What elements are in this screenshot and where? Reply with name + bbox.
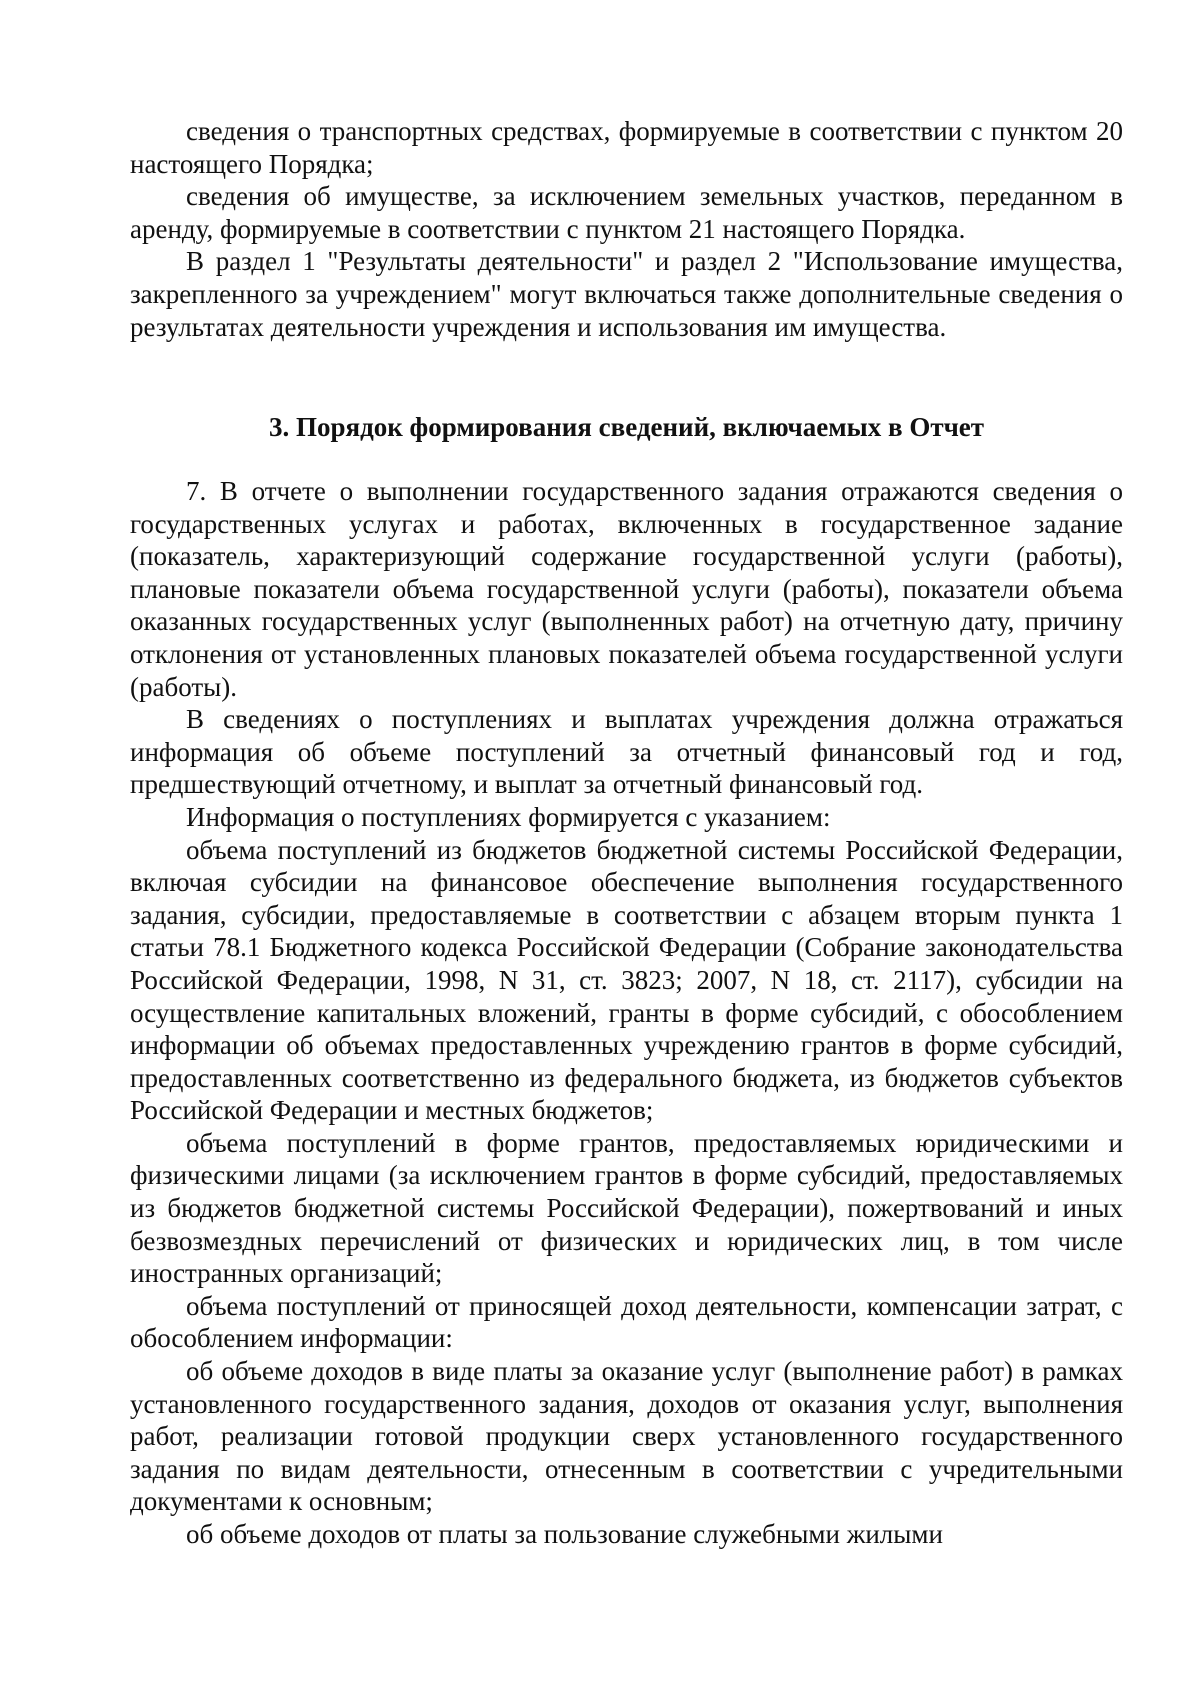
section-heading: 3. Порядок формирования сведений, включаемых в Отчет — [268, 412, 985, 442]
section-text-block — [130, 475, 1123, 1551]
paragraph-receipts-info: Информация о поступлениях формируется с указанием: — [186, 801, 831, 832]
paragraph-housing-income: об объеме доходов от платы за пользование служебными жилыми — [186, 1519, 943, 1549]
paragraph-income-activity: объема поступлений от приносящей доход деятельности, компенсации затрат, с обособлением информации: — [130, 1290, 1123, 1354]
paragraph-vehicles: сведения о транспортных средствах, формируемые в соответствии с пунктом 20 настоящего Порядка; — [130, 116, 1123, 179]
paragraph-property: сведения об имуществе, за исключением земельных участков, переданном в аренду, формируемые в соответствии с пунктом 21 настоящего Порядка. — [130, 181, 1123, 244]
paragraph-service-income: об объеме доходов в виде платы за оказание услуг (выполнение работ) в рамках установленного государственного задания, доходов от оказания услуг, выполнения работ, реализации готовой продукции сверх установленного государственного задания по видам деятельности, отнесенным в соответствии с учредительными документами к основным; — [130, 1356, 1123, 1517]
paragraph-budget-receipts: объема поступлений из бюджетов бюджетной системы Российской Федерации, включая субсидии на финансовое обеспечение выполнения государственного задания, субсидии, предоставляемые в соответствии с абзацем вторым пункта 1 статьи 78.1 Бюджетного кодекса Российской Федерации (Собрание законодательства Российской Федерации, 1998, N 31, ст. 3823; 2007, N 18, ст. 2117), субсидии на осуществление капитальных вложений, гранты в форме субсидий, с обособлением информации об объемах предоставленных учреждению грантов в форме субсидий, предоставленных соответственно из федерального бюджета, из бюджетов субъектов Российской Федерации и местных бюджетов; — [130, 834, 1123, 1126]
paragraph-grant-receipts: объема поступлений в форме грантов, предоставляемых юридическими и физическими лицами (за исключением грантов в форме субсидий, предоставляемых из бюджетов бюджетной системы Российской Федерации), пожертвований и иных безвозмездных перечислений от физических и юридических лиц, в том числе иностранных организаций; — [130, 1127, 1123, 1289]
top-text-block — [130, 115, 1123, 343]
paragraph-sections: В раздел 1 "Результаты деятельности" и раздел 2 "Использование имущества, закрепленного за учреждением" могут включаться также дополнительные сведения о результатах деятельности учреждения и использования им имущества. — [130, 246, 1123, 342]
paragraph-receipts-payments: В сведениях о поступлениях и выплатах учреждения должна отражаться информация об объеме поступлений за отчетный финансовый год и год, предшествующий отчетному, и выплат за отчетный финансовый год. — [130, 704, 1123, 800]
paragraph-item-7: 7. В отчете о выполнении государственного задания отражаются сведения о государственных услугах и работах, включенных в государственное задание (показатель, характеризующий содержание государственной услуги (работы), плановые показатели объема государственной услуги (работы), показатели объема оказанных государственных услуг (выполненных работ) на отчетную дату, причину отклонения от установленных плановых показателей объема государственной услуги (работы). — [130, 476, 1123, 702]
